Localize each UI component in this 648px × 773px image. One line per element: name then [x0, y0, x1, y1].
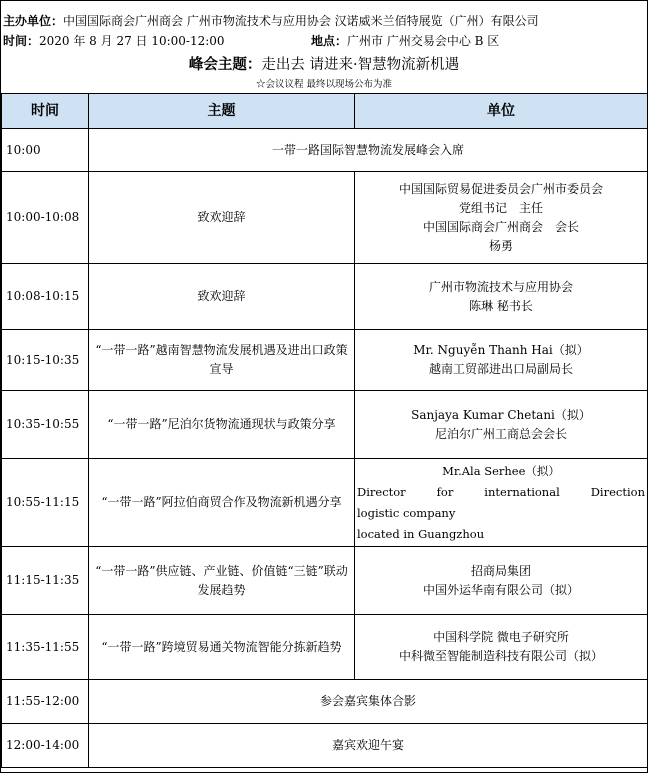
theme-label: 峰会主题：: [188, 56, 262, 73]
organizer-value: 中国国际商会广州商会 广州市物流技术与应用协会 汉诺威米兰佰特展览（广州）有限公司: [63, 14, 539, 28]
table-row: [2, 680, 648, 724]
unit-line: 中科微至智能制造科技有限公司（拟）: [398, 649, 603, 663]
unit-line: 陈琳 秘书长: [469, 298, 533, 313]
row-unit: [355, 330, 648, 391]
column-header-time: 时间: [2, 94, 89, 129]
row-time: 10:08-10:15: [2, 264, 89, 330]
row-topic: “一带一路”供应链、产业链、价值链“三链”联动发展趋势: [89, 547, 355, 615]
table-row: [2, 547, 648, 615]
table-row: [2, 129, 648, 172]
table-row: [2, 459, 648, 547]
table-row: [2, 391, 648, 459]
venue-label: 地点：: [311, 34, 348, 48]
row-merged-topic: 参会嘉宾集体合影: [89, 680, 648, 724]
row-topic: 致欢迎辞: [89, 172, 355, 264]
unit-line: 招商局集团: [470, 563, 531, 578]
agenda-table: [1, 93, 648, 768]
row-unit: [355, 391, 648, 459]
row-time: 10:55-11:15: [2, 459, 89, 547]
row-unit: [355, 172, 648, 264]
table-row: [2, 264, 648, 330]
column-header-topic: 主题: [89, 94, 355, 129]
theme-line: [1, 53, 647, 74]
row-time: 10:35-10:55: [2, 391, 89, 459]
venue-value: 广州市 广州交易会中心 B 区: [347, 34, 500, 48]
row-unit: [355, 264, 648, 330]
unit-line: 中国国际贸易促进委员会广州市委员会: [398, 181, 603, 196]
row-unit: [355, 615, 648, 680]
unit-line: 中国科学院 微电子研究所: [433, 630, 569, 644]
agenda-note: ☆会议议程 最终以现场公布为准: [255, 79, 393, 90]
unit-line: Sanjaya Kumar Chetani（拟）: [411, 407, 591, 422]
unit-line: Mr. Nguyễn Thanh Hai（拟）: [413, 343, 589, 357]
organizer-line: [3, 13, 539, 29]
unit-line: Director for international Direction: [357, 484, 645, 499]
table-row: [2, 724, 648, 768]
row-topic: “一带一路”尼泊尔货物流通现状与政策分享: [89, 391, 355, 459]
row-unit: [355, 547, 648, 615]
row-time: 12:00-14:00: [2, 724, 89, 768]
organizer-label: 主办单位：: [3, 14, 64, 28]
unit-line: 尼泊尔广州工商总会会长: [434, 426, 567, 441]
row-topic: “一带一路”跨境贸易通关物流智能分拣新趋势: [89, 615, 355, 680]
unit-line: logistic company: [357, 505, 456, 520]
table-row: [2, 615, 648, 680]
venue-group: [311, 33, 499, 49]
unit-line: 中国外运华南有限公司（拟）: [422, 582, 579, 597]
row-time: 11:15-11:35: [2, 547, 89, 615]
time-venue-line: [3, 33, 643, 49]
row-topic: 致欢迎辞: [89, 264, 355, 330]
row-merged-topic: 一带一路国际智慧物流发展峰会入席: [89, 129, 648, 172]
theme-value: 走出去 请进来·智慧物流新机遇: [261, 57, 460, 73]
table-row: [2, 330, 648, 391]
unit-line: 越南工贸部进出口局副局长: [428, 362, 573, 376]
row-time: 11:55-12:00: [2, 680, 89, 724]
unit-line: 杨勇: [488, 238, 513, 253]
row-time: 10:15-10:35: [2, 330, 89, 391]
row-time: 11:35-11:55: [2, 615, 89, 680]
row-topic: “一带一路”阿拉伯商贸合作及物流新机遇分享: [89, 459, 355, 547]
unit-line: 中国国际商会广州商会 会长: [422, 219, 579, 234]
column-header-unit: 单位: [355, 94, 648, 129]
unit-line: 党组书记 主任: [458, 200, 543, 215]
time-label: 时间：: [3, 34, 40, 48]
row-merged-topic: 嘉宾欢迎午宴: [89, 724, 648, 768]
table-row: [2, 172, 648, 264]
agenda-header: [1, 1, 647, 93]
unit-line: located in Guangzhou: [357, 526, 485, 541]
unit-line: Mr.Ala Serhee（拟）: [442, 463, 560, 478]
table-header-row: [2, 94, 648, 129]
row-time: 10:00-10:08: [2, 172, 89, 264]
row-topic: “一带一路”越南智慧物流发展机遇及进出口政策宣导: [89, 330, 355, 391]
row-time: 10:00: [2, 129, 89, 172]
time-value: 2020 年 8 月 27 日 10:00-12:00: [39, 34, 225, 48]
unit-line: 广州市物流技术与应用协会: [428, 279, 573, 294]
row-unit: [355, 459, 648, 547]
